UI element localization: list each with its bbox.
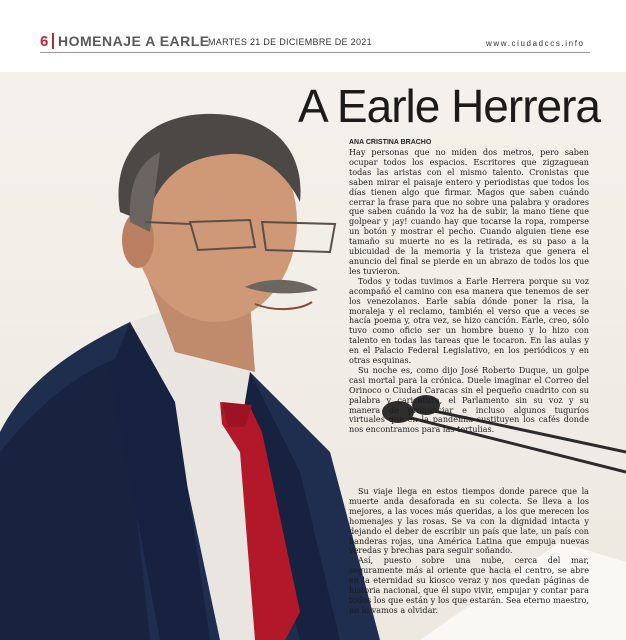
article-paragraph: Hay personas que no miden dos metros, pero saben ocupar todos los espacios. Escritores que zigzaguean todas las aristas con el mismo talento. Cronistas que saben mirar el paisaje entero y periodistas que todos los días tienen algo que firmar. Magos que saben cuándo cerrar la frase para que no sobre una palabra y oradores que saben cuándo la voz ha de subir, la mano tiene que golpear y ¡ay! cuando hay que tocarse la ropa, romperse un botón y mostrar el pecho. Cuando alguien tiene ese tamaño su muerte no es la retirada, es su paso a la ubicuidad de la memoria y la tristeza que genera el anuncio del final se pierde en un abrazo de todos los que les tuvieron. xyxy=(349,147,589,276)
page-header xyxy=(0,0,626,72)
article-paragraph: Así, puesto sobre una nube, cerca del mar, seguramente más al oriente que hacia el centro, se abre en la eternidad su kiosco veraz y nos quedan páginas de historia nacional, que él supo vivir, empujar y contar para todos los que están y los que estarán. Sea eterno maestro, no lo vamos a olvidar. xyxy=(349,555,589,615)
article-title: A Earle Herrera xyxy=(298,80,601,132)
issue-date: MARTES 21 DE DICIEMBRE DE 2021 xyxy=(208,37,372,47)
website-url: www.ciudadccs.info xyxy=(486,39,585,48)
article-body-bottom xyxy=(349,487,589,616)
header-separator xyxy=(52,33,54,49)
article-paragraph: Su viaje llega en estos tiempos donde parece que la muerte anda desaforada en su colecta. Se lleva a los mejores, a las voces más queridas, a los que merecen los homenajes y las rosas. Se va con la dignidad intacta y dejando el deber de escribir un país que late, un país con banderas rojas, una América Latina que empuja nuevas veredas y brechas para seguir soñando. xyxy=(349,486,589,556)
section-title: HOMENAJE A EARLE xyxy=(58,33,210,49)
article-body-top xyxy=(349,148,589,435)
article-paragraph: Su noche es, como dijo José Roberto Duque, un golpe casi mortal para la crónica. Duele imaginar el Correo del Orinoco o Ciudad Caracas sin el pequeño cuadrito con su palabra y caricatura, el Parlamento sin su voz y su manera de pronunciar e incluso algunos tuguríos virtuales que en la pandemia sustituyen los cafés donde nos encontramos para las tertulias. xyxy=(349,364,589,435)
article-paragraph: Todos y todas tuvimos a Earle Herrera porque su voz acompañó el camino con esa manera que tenemos de ser los venezolanos. Earle sabía dónde poner la risa, la moraleja y el reclamo, también el verso que a veces se hacía poema y, otra vez, se hizo canción. Earle, creo, sólo tuvo como oficio ser un hombre bueno y lo hizo con talento en todas las tareas que le tocaron. En las aulas y en el Palacio Federal Legislativo, en los periódicos y en otras esquinas. xyxy=(349,275,589,366)
header-rule xyxy=(40,52,590,53)
page-number: 6 xyxy=(40,33,49,50)
article-author: ANA CRISTINA BRACHO xyxy=(349,139,432,146)
